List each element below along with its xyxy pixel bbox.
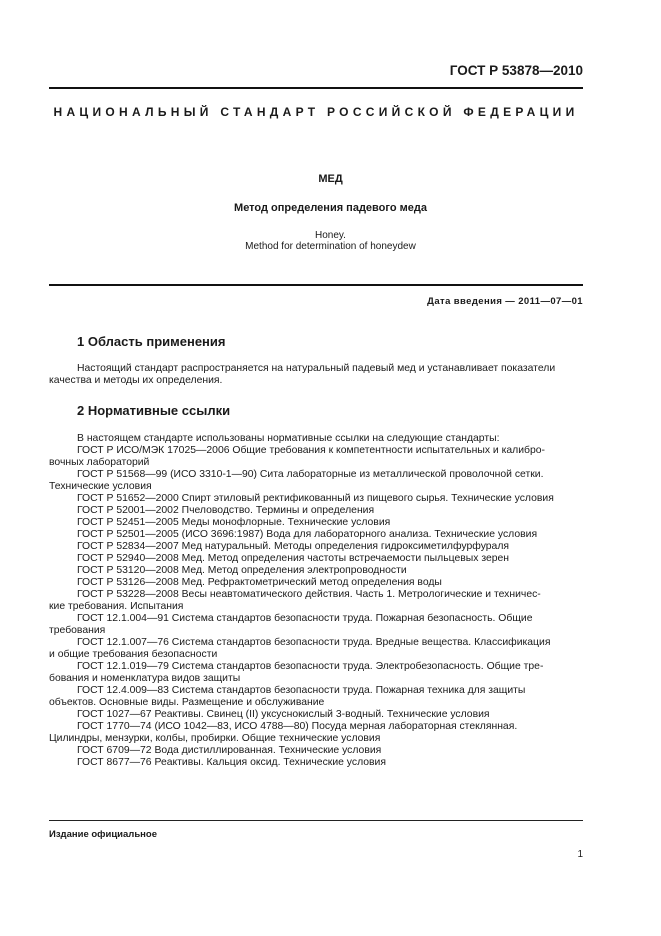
- reference-line: ГОСТ 12.1.019—79 Система стандартов безопасности труда. Электробезопасность. Общие тре-: [77, 661, 544, 672]
- reference-line: ГОСТ Р 52940—2008 Мед. Метод определения частоты встречаемости пыльцевых зерен: [77, 553, 510, 564]
- reference-line: требования: [49, 625, 106, 636]
- reference-line: ГОСТ 8677—76 Реактивы. Кальция оксид. Технические условия: [77, 757, 386, 768]
- reference-line: ГОСТ Р 53228—2008 Весы неавтоматического действия. Часть 1. Метрологические и техничес-: [77, 589, 541, 600]
- reference-line: ГОСТ Р ИСО/МЭК 17025—2006 Общие требования к компетентности испытательных и калибро-: [77, 445, 545, 456]
- reference-line: Цилиндры, мензурки, колбы, пробирки. Общие технические условия: [49, 733, 381, 744]
- reference-line: ГОСТ 1770—74 (ИСО 1042—83, ИСО 4788—80) Посуда мерная лабораторная стеклянная.: [77, 721, 518, 732]
- reference-line: и общие требования безопасности: [49, 649, 218, 660]
- official-edition-label: Издание официальное: [49, 829, 157, 840]
- document-subtitle: Метод определения падевого меда: [234, 202, 427, 214]
- section-1-body: [49, 363, 583, 387]
- reference-line: кие требования. Испытания: [49, 601, 184, 612]
- section-1-line: Настоящий стандарт распространяется на натуральный падевый мед и устанавливает показатели: [77, 363, 556, 374]
- section-1-line: качества и методы их определения.: [49, 375, 223, 386]
- reference-line: ГОСТ Р 52001—2002 Пчеловодство. Термины и определения: [77, 505, 375, 516]
- reference-line: ГОСТ 12.1.004—91 Система стандартов безопасности труда. Пожарная безопасность. Общие: [77, 613, 533, 624]
- document-code: ГОСТ Р 53878—2010: [449, 63, 583, 78]
- title-rule: [49, 284, 583, 286]
- reference-line: ГОСТ Р 53126—2008 Мед. Рефрактометрический метод определения воды: [77, 577, 442, 588]
- reference-line: ГОСТ 6709—72 Вода дистиллированная. Технические условия: [77, 745, 382, 756]
- reference-line: ГОСТ Р 53120—2008 Мед. Метод определения электропроводности: [77, 565, 407, 576]
- section-1-heading: 1 Область применения: [77, 334, 226, 349]
- reference-line: объектов. Основные виды. Размещение и обслуживание: [49, 697, 325, 708]
- page-number: 1: [577, 849, 583, 860]
- header-rule: [49, 87, 583, 89]
- reference-line: ГОСТ Р 52834—2007 Мед натуральный. Методы определения гидроксиметилфурфураля: [77, 541, 510, 552]
- reference-line: ГОСТ Р 52501—2005 (ИСО 3696:1987) Вода для лабораторного анализа. Технические условия: [77, 529, 538, 540]
- english-subtitle: Method for determination of honeydew: [245, 241, 416, 252]
- reference-line: В настоящем стандарте использованы нормативные ссылки на следующие стандарты:: [77, 433, 500, 444]
- document-title: МЕД: [318, 173, 343, 185]
- reference-line: вочных лабораторий: [49, 457, 150, 468]
- reference-line: бования и номенклатура видов защиты: [49, 673, 241, 684]
- reference-line: ГОСТ Р 51568—99 (ИСО 3310-1—90) Сита лабораторные из металлической проволочной сетки.: [77, 469, 544, 480]
- reference-line: ГОСТ 12.4.009—83 Система стандартов безопасности труда. Пожарная техника для защиты: [77, 685, 526, 696]
- introduction-date: Дата введения — 2011—07—01: [427, 296, 583, 307]
- reference-line: ГОСТ Р 51652—2000 Спирт этиловый ректификованный из пищевого сырья. Технические условия: [77, 493, 554, 504]
- reference-line: ГОСТ 1027—67 Реактивы. Свинец (II) уксуснокислый 3-водный. Технические условия: [77, 709, 490, 720]
- footer-rule: [49, 820, 583, 821]
- national-standard-heading: НАЦИОНАЛЬНЫЙ СТАНДАРТ РОССИЙСКОЙ ФЕДЕРАЦИИ: [53, 105, 579, 119]
- section-2-heading: 2 Нормативные ссылки: [77, 403, 231, 418]
- reference-line: Технические условия: [49, 481, 152, 492]
- reference-line: ГОСТ Р 52451—2005 Меды монофлорные. Технические условия: [77, 517, 391, 528]
- english-title: Honey.: [315, 230, 346, 241]
- references-list: [49, 433, 583, 769]
- reference-line: ГОСТ 12.1.007—76 Система стандартов безопасности труда. Вредные вещества. Классификация: [77, 637, 551, 648]
